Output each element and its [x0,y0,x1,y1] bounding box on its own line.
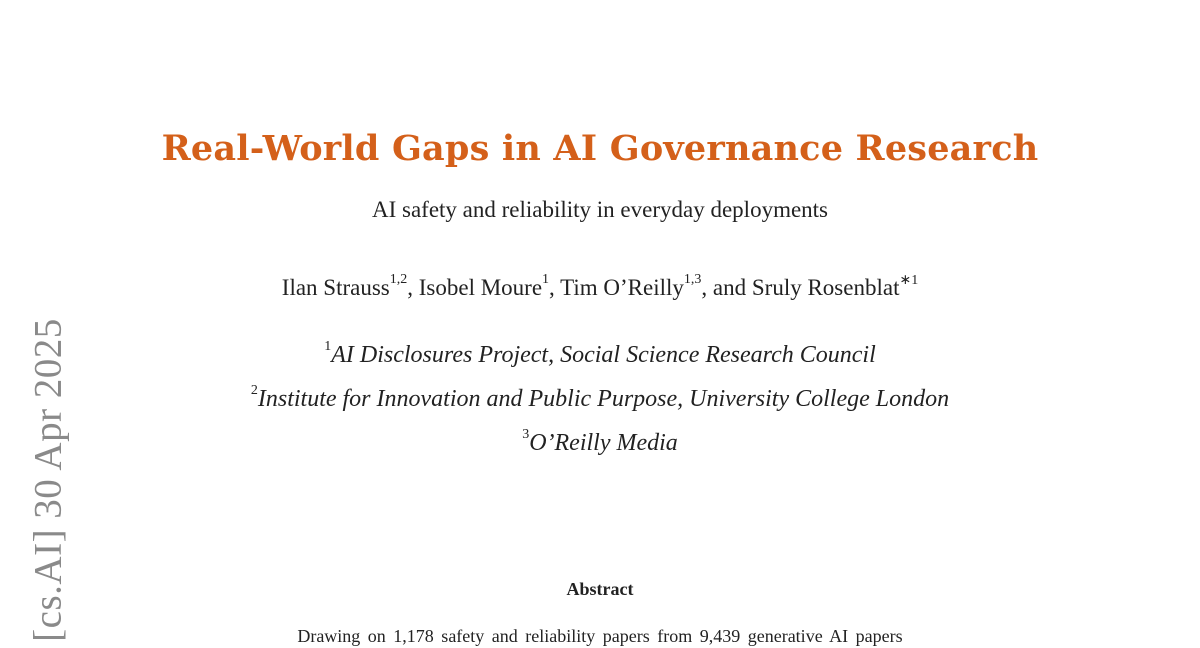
affiliation-3 [0,427,1200,457]
author-list [0,272,1200,301]
abstract-heading: Abstract [566,579,634,599]
arxiv-identifier-stamp: [cs.AI] 30 Apr 2025 [26,318,70,642]
paper-title: Real-World Gaps in AI Governance Research [161,128,1039,169]
affiliation-number: 3 [522,427,530,442]
author-name: Ilan Strauss [281,275,390,300]
affiliation-2 [0,383,1200,413]
author-affiliation-marks: ∗1 [899,273,919,288]
author-affiliation-marks: 1 [542,272,550,287]
affiliation-number: 1 [324,339,332,354]
author-affiliation-marks: 1,2 [389,272,408,287]
affiliation-text: Institute for Innovation and Public Purpose, University College London [257,386,950,412]
affiliation-1 [0,339,1200,369]
affiliation-number: 2 [250,383,258,398]
abstract-text: Drawing on 1,178 safety and reliability papers from 9,439 generative AI papers [297,626,903,646]
author-separator: , [549,275,561,300]
paper-subtitle: AI safety and reliability in everyday deployments [371,197,829,222]
author-name: Sruly Rosenblat [751,275,900,300]
author-separator: , [407,275,419,300]
author-name: Isobel Moure [418,275,543,300]
author-name: Tim O’Reilly [560,275,684,300]
affiliation-text: AI Disclosures Project, Social Science Research Council [331,342,876,368]
author-affiliation-marks: 1,3 [683,272,702,287]
author-separator: , and [701,275,752,300]
affiliation-text: O’Reilly Media [529,430,678,456]
